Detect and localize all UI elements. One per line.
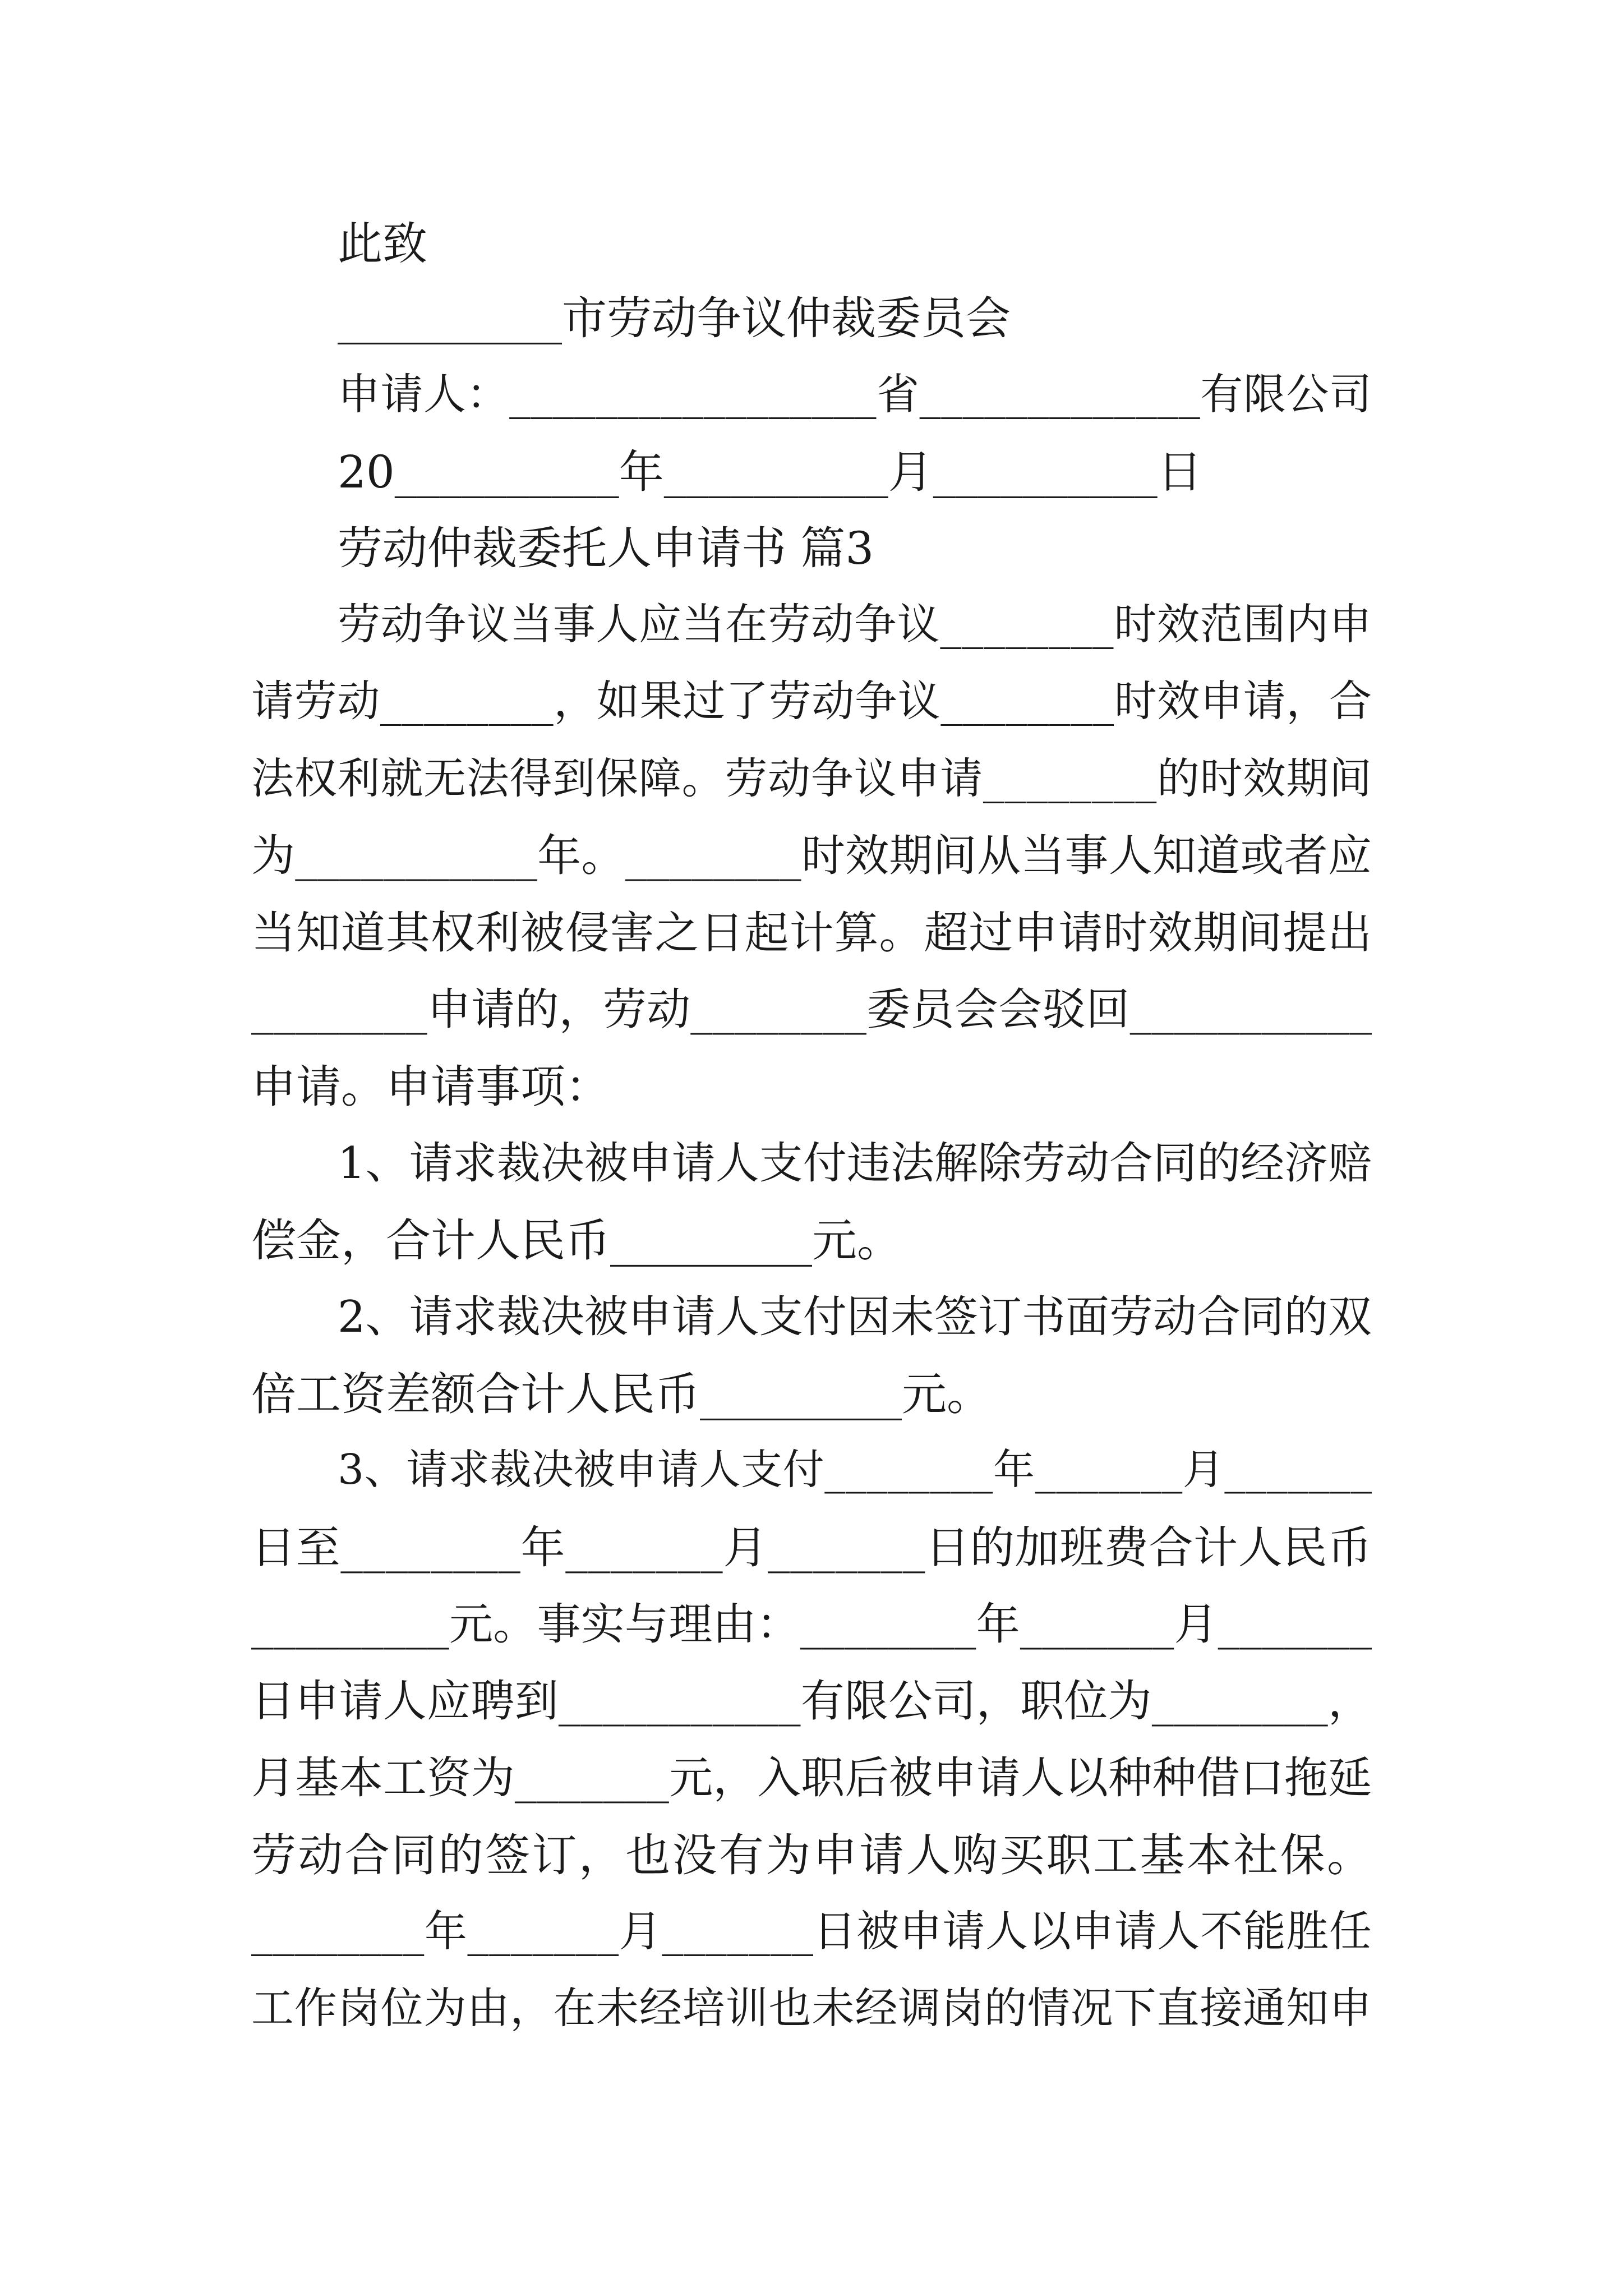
text-line: 劳动争议当事人应当在劳动争议________时效范围内申 [338, 599, 1372, 649]
text-line: 日申请人应聘到___________有限公司，职位为________， [251, 1676, 1372, 1727]
text-line: 请劳动________，如果过了劳动争议________时效申请，合 [251, 676, 1372, 726]
text-line: 倍工资差额合计人民币_________元。 [251, 1368, 992, 1420]
text-line: 日至________年_______月_______日的加班费合计人民币 [251, 1522, 1372, 1573]
text-line: 为___________年。________时效期间从当事人知道或者应 [251, 831, 1372, 881]
text-line: _________元。事实与理由：________年_______月_______ [251, 1599, 1372, 1650]
text-line: ________年_______月_______日被申请人以申请人不能胜任 [251, 1906, 1372, 1956]
text-line: 20__________年__________月__________日 [338, 446, 1202, 498]
text-line: 申请。申请事项： [251, 1061, 610, 1113]
text-line: ________申请的，劳动________委员会会驳回___________ [251, 984, 1372, 1035]
text-line: 月基本工资为_______元，入职后被申请人以种种借口拖延 [251, 1753, 1372, 1803]
text-line: 2、请求裁决被申请人支付因未签订书面劳动合同的双 [338, 1292, 1372, 1342]
text-line: 3、请求裁决被申请人支付________年_______月_______ [338, 1446, 1372, 1494]
text-line: 劳动合同的签订，也没有为申请人购买职工基本社保。 [251, 1829, 1374, 1881]
section-heading: 劳动仲裁委托人申请书 篇3 [338, 522, 874, 574]
text-line: 法权利就无法得到保障。劳动争议申请________的时效期间 [251, 753, 1372, 803]
text-line: 当知道其权利被侵害之日起计算。超过申请时效期间提出 [251, 907, 1372, 959]
text-line: 偿金，合计人民币_________元。 [251, 1214, 902, 1267]
text-line: 1、请求裁决被申请人支付违法解除劳动合同的经济赔 [338, 1138, 1372, 1189]
text-line: 申请人：_________________省_____________有限公司 [338, 369, 1372, 419]
text-line: 此致 [338, 218, 427, 270]
text-line: 工作岗位为由，在未经培训也未经调岗的情况下直接通知申 [251, 1983, 1372, 2033]
text-line: __________市劳动争议仲裁委员会 [338, 292, 1011, 344]
